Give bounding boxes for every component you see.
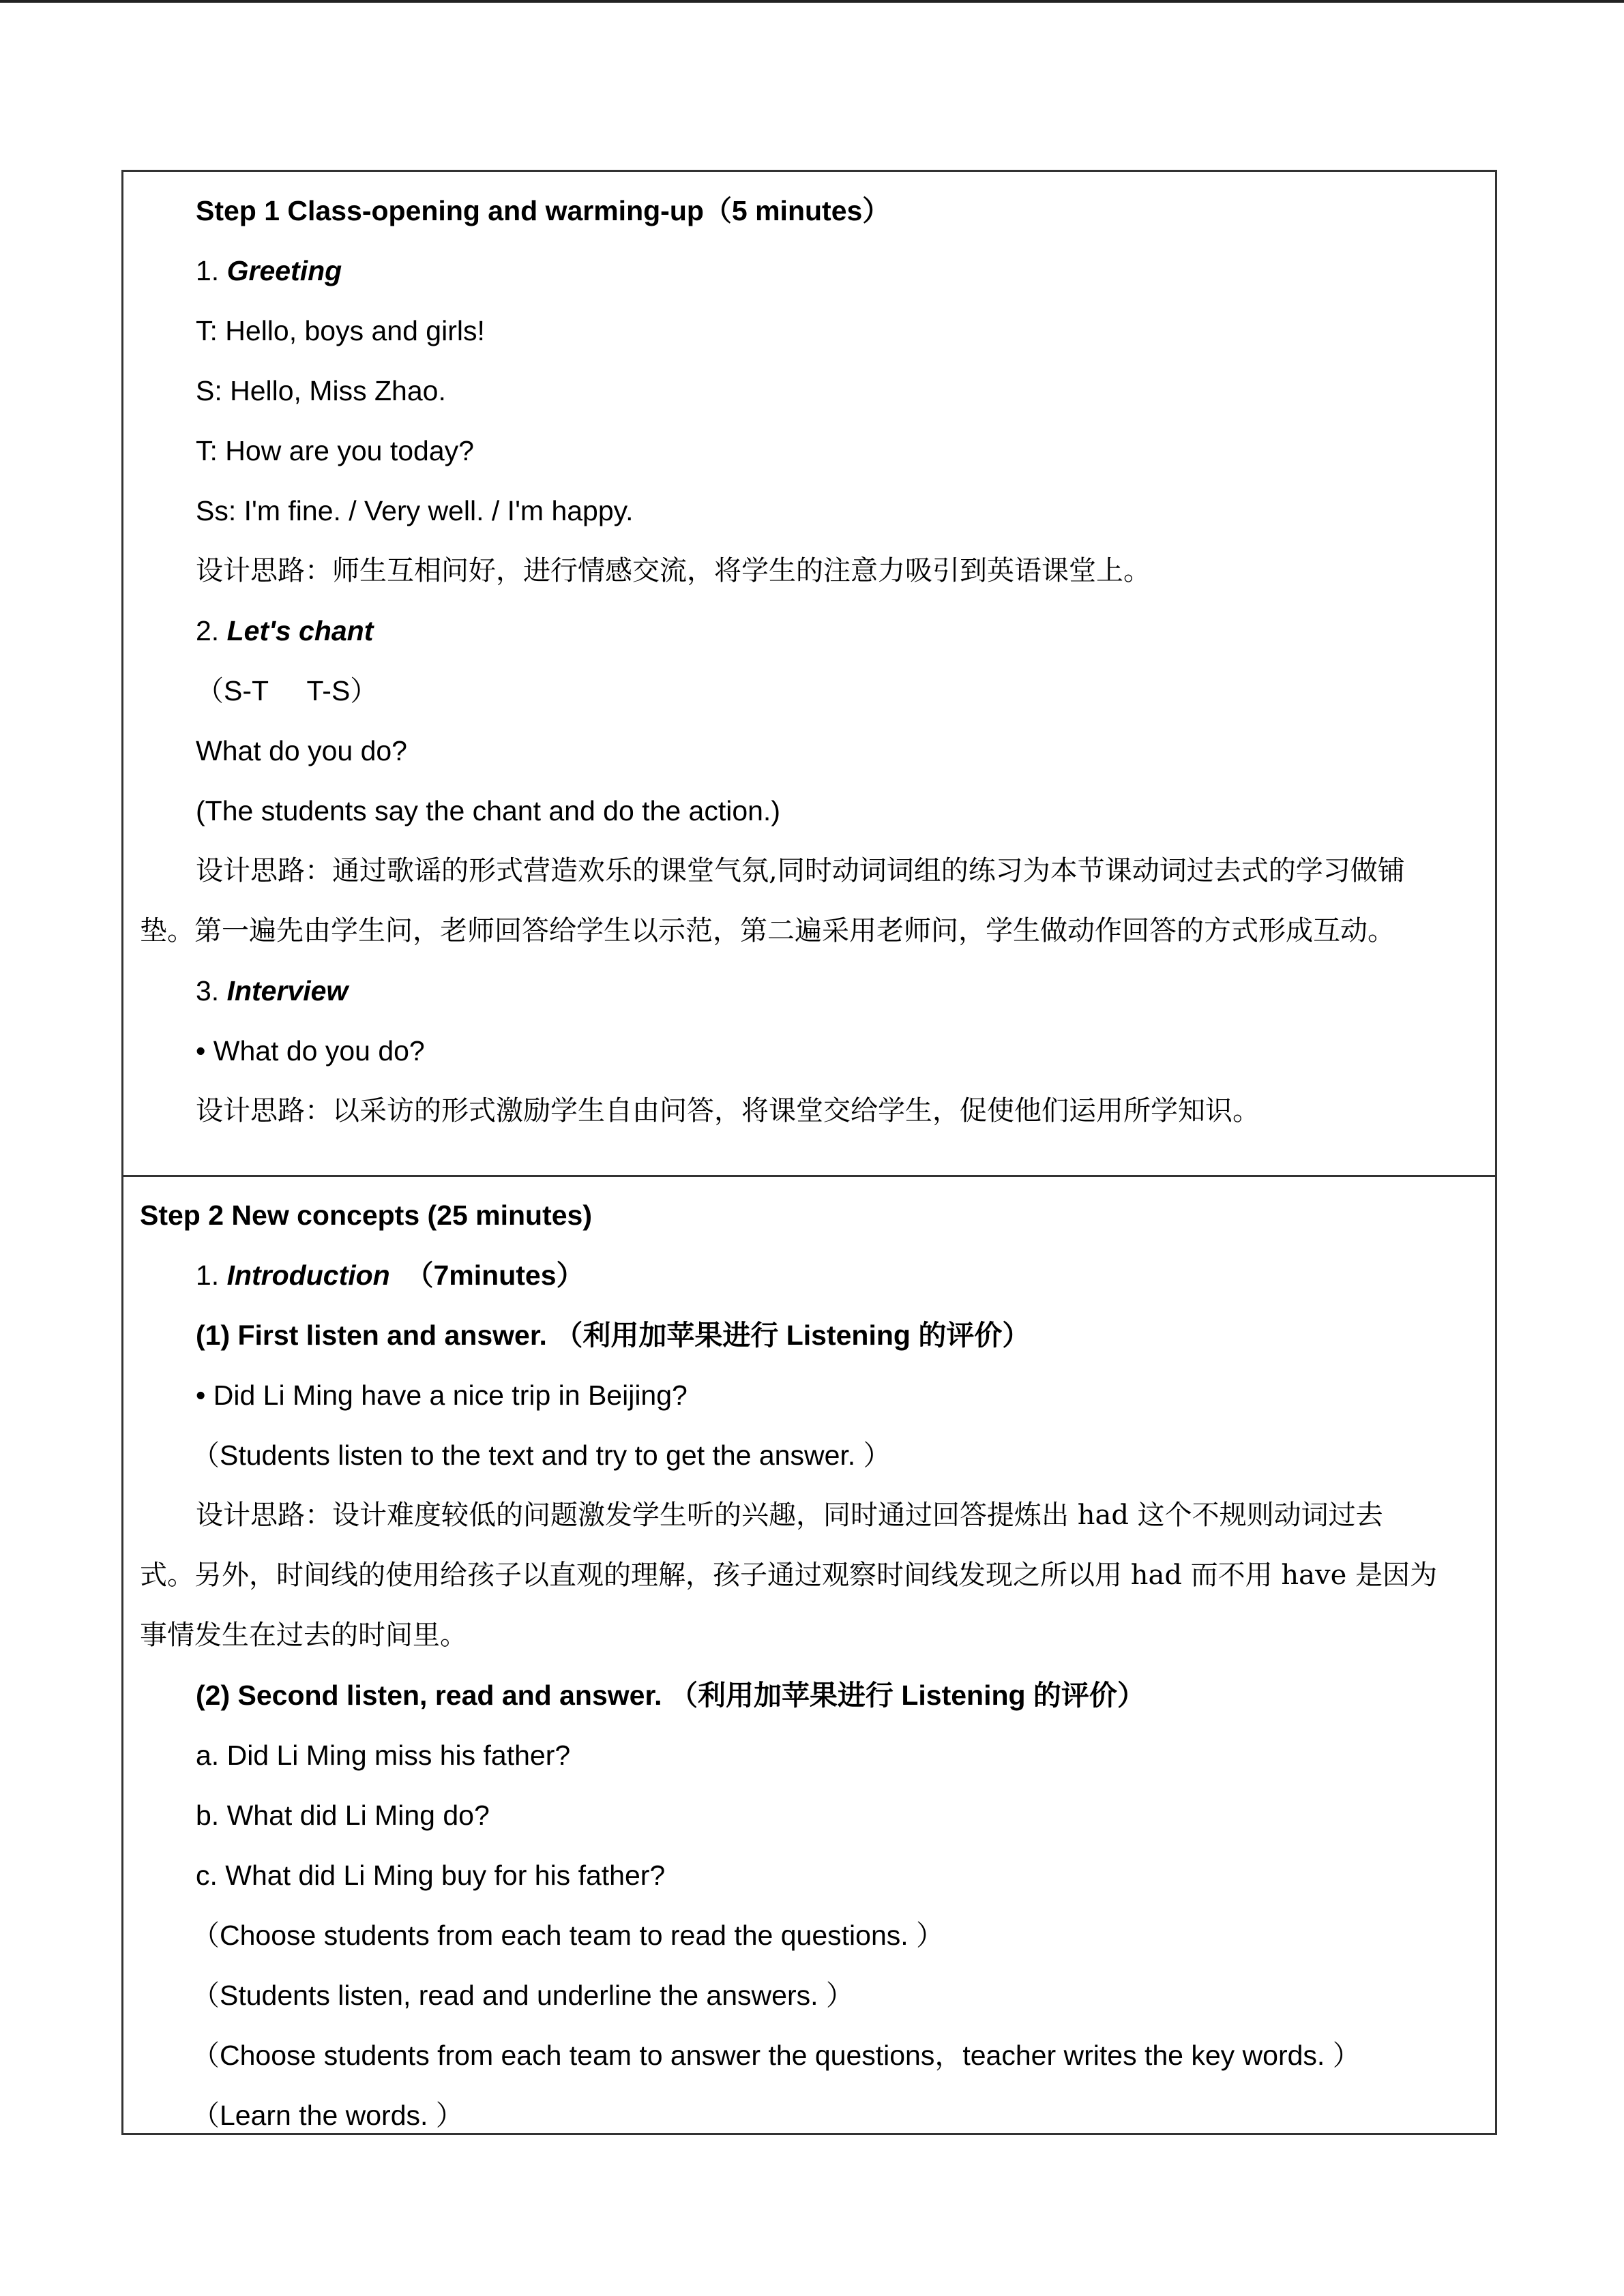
first-listen-design-note: 设计思路：设计难度较低的问题激发学生听的兴趣，同时通过回答提炼出 had 这个不规则动词过去 <box>196 1500 1383 1531</box>
first-listen-design-note: 事情发生在过去的时间里。 <box>140 1620 467 1651</box>
chant-design-note: 设计思路：通过歌谣的形式营造欢乐的课堂气氛,同时动词词组的练习为本节课动词过去式的学习做铺 <box>196 855 1405 886</box>
chant-design-note: 垫。第一遍先由学生问，老师回答给学生以示范，第二遍采用老师问，学生做动作回答的方式形成互动。 <box>140 915 1395 946</box>
second-listen-instruction: （Students listen, read and underline the answers. ） <box>192 1980 854 2011</box>
second-listen-instruction: （Choose students from each team to read the questions. ） <box>192 1920 945 1951</box>
interview-design-note: 设计思路：以采访的形式激励学生自由问答，将课堂交给学生，促使他们运用所学知识。 <box>196 1095 1260 1127</box>
greeting-line: T: Hello, boys and girls! <box>196 315 485 346</box>
chant-line: (The students say the chant and do the action.) <box>196 795 780 826</box>
greeting-line: T: How are you today? <box>196 435 474 466</box>
first-listen-instruction: （Students listen to the text and try to get the answer. ） <box>192 1440 891 1471</box>
second-listen-question: c. What did Li Ming buy for his father? <box>196 1860 666 1891</box>
chant-line: What do you do? <box>196 735 407 766</box>
first-listen-design-note: 式。另外，时间线的使用给孩子以直观的理解，孩子通过观察时间线发现之所以用 had 而不用 have 是因为 <box>140 1560 1437 1591</box>
second-listen-question: b. What did Li Ming do? <box>196 1800 490 1831</box>
second-listen-instruction: （Learn the words. ） <box>192 2100 464 2131</box>
greeting-design-note: 设计思路：师生互相问好，进行情感交流，将学生的注意力吸引到英语课堂上。 <box>196 555 1151 586</box>
lesson-plan-table <box>121 170 1497 2135</box>
first-listen-label: (1) First listen and answer. （利用加苹果进行 Listening 的评价） <box>196 1320 1031 1351</box>
top-rule <box>0 0 1624 3</box>
second-listen-label: (2) Second listen, read and answer. （利用加苹果进行 Listening 的评价） <box>196 1680 1145 1711</box>
greeting-title: 1. Greeting <box>196 255 342 286</box>
greeting-line: S: Hello, Miss Zhao. <box>196 375 446 406</box>
greeting-line: Ss: I'm fine. / Very well. / I'm happy. <box>196 495 634 526</box>
step1-heading: Step 1 Class-opening and warming-up（5 minutes） <box>196 195 891 226</box>
step2-cell <box>123 1177 1495 2135</box>
second-listen-question: a. Did Li Ming miss his father? <box>196 1740 571 1771</box>
introduction-title: 1. Introduction （7minutes） <box>196 1259 585 1291</box>
step2-heading: Step 2 New concepts (25 minutes) <box>140 1199 593 1231</box>
chant-title: 2. Let's chant <box>196 615 374 646</box>
interview-question: • What do you do? <box>196 1035 425 1067</box>
interview-title: 3. Interview <box>196 975 349 1007</box>
second-listen-instruction: （Choose students from each team to answer the questions，teacher writes the key words. ） <box>192 2040 1361 2071</box>
step1-cell <box>123 172 1495 1177</box>
chant-mode: （S-T T-S） <box>196 675 379 706</box>
first-listen-question: • Did Li Ming have a nice trip in Beijing? <box>196 1380 688 1411</box>
